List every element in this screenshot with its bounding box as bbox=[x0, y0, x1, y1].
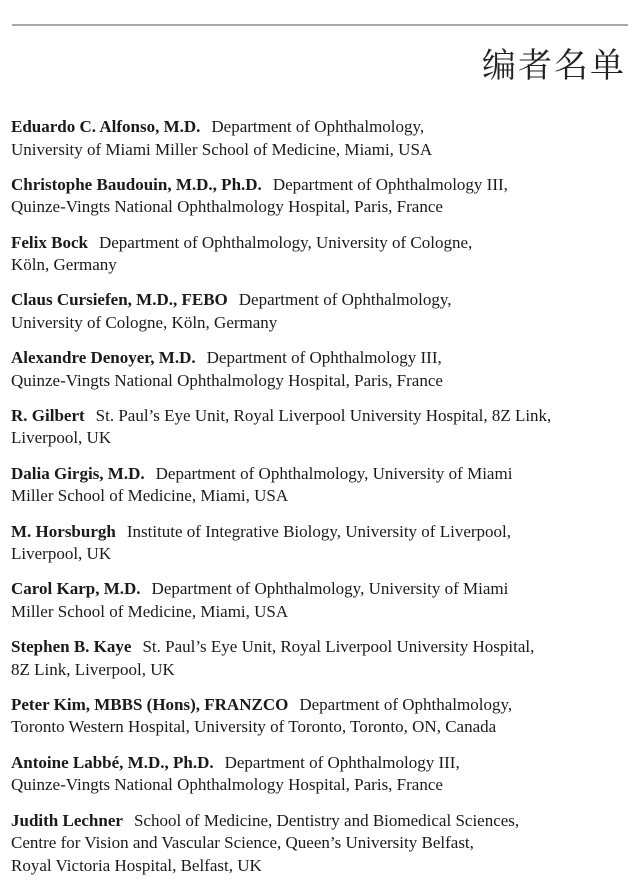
contributor-affiliation-line: Department of Ophthalmology, University of Miami bbox=[155, 463, 513, 483]
contributor-affiliation-line: Department of Ophthalmology, bbox=[299, 694, 513, 714]
contributor-affiliation-line: Köln, Germany bbox=[11, 255, 117, 275]
contributor-entry bbox=[11, 405, 631, 450]
contributor-entry bbox=[11, 694, 631, 739]
contributor-affiliation-line: Toronto Western Hospital, University of Toronto, Toronto, ON, Canada bbox=[11, 717, 497, 737]
header-rule bbox=[12, 24, 628, 26]
contributor-affiliation-line: Miller School of Medicine, Miami, USA bbox=[11, 601, 289, 621]
contributor-list bbox=[11, 116, 631, 890]
contributor-name: Stephen B. Kaye bbox=[11, 637, 132, 657]
contributor-name: Claus Cursiefen, M.D., FEBO bbox=[11, 290, 228, 310]
contributor-affiliation-line: University of Cologne, Köln, Germany bbox=[11, 312, 278, 332]
contributor-name: Carol Karp, M.D. bbox=[11, 579, 141, 599]
contributor-affiliation-line: Department of Ophthalmology III, bbox=[206, 348, 442, 368]
contributor-affiliation-line: Quinze-Vingts National Ophthalmology Hospital, Paris, France bbox=[11, 197, 443, 217]
page-title: 编者名单 bbox=[482, 46, 626, 86]
contributor-affiliation-line: Miller School of Medicine, Miami, USA bbox=[11, 486, 289, 506]
contributor-affiliation-line: Department of Ophthalmology, bbox=[238, 290, 452, 310]
contributor-affiliation-line: Institute of Integrative Biology, University of Liverpool, bbox=[126, 521, 511, 541]
contributor-affiliation-line: St. Paul’s Eye Unit, Royal Liverpool University Hospital, 8Z Link, bbox=[95, 405, 552, 425]
contributor-affiliation-line: Department of Ophthalmology III, bbox=[272, 174, 508, 194]
contributor-affiliation-line: Department of Ophthalmology, bbox=[211, 117, 425, 136]
contributor-affiliation-line: Liverpool, UK bbox=[11, 544, 112, 564]
contributor-name: Dalia Girgis, M.D. bbox=[11, 463, 145, 483]
contributor-affiliation-line: Centre for Vision and Vascular Science, Queen’s University Belfast, bbox=[11, 833, 474, 853]
contributor-affiliation-line: Department of Ophthalmology, University of Cologne, bbox=[98, 232, 473, 252]
contributor-affiliation-line: Department of Ophthalmology, University of Miami bbox=[151, 579, 509, 599]
contributor-name: Antoine Labbé, M.D., Ph.D. bbox=[11, 752, 214, 772]
contributor-name: R. Gilbert bbox=[11, 405, 85, 425]
contributor-entry bbox=[11, 232, 631, 277]
contributor-name: Christophe Baudouin, M.D., Ph.D. bbox=[11, 174, 262, 194]
contributor-name: Judith Lechner bbox=[11, 810, 123, 830]
contributor-affiliation-line: University of Miami Miller School of Medicine, Miami, USA bbox=[11, 139, 433, 159]
contributor-affiliation-line: Quinze-Vingts National Ophthalmology Hospital, Paris, France bbox=[11, 370, 443, 390]
contributor-entry bbox=[11, 116, 631, 161]
contributor-name: Felix Bock bbox=[11, 232, 88, 252]
contributor-entry bbox=[11, 810, 631, 878]
contributor-affiliation-line: Liverpool, UK bbox=[11, 428, 112, 448]
contributor-entry bbox=[11, 578, 631, 623]
contributor-name: Eduardo C. Alfonso, M.D. bbox=[11, 117, 201, 136]
contributor-name: Peter Kim, MBBS (Hons), FRANZCO bbox=[11, 694, 289, 714]
contributor-name: Alexandre Denoyer, M.D. bbox=[11, 348, 196, 368]
contributor-entry bbox=[11, 347, 631, 392]
contributor-entry bbox=[11, 636, 631, 681]
contributor-name: M. Horsburgh bbox=[11, 521, 116, 541]
contributor-affiliation-line: 8Z Link, Liverpool, UK bbox=[11, 659, 175, 679]
contributor-entry bbox=[11, 463, 631, 508]
contributor-affiliation-line: Department of Ophthalmology III, bbox=[224, 752, 460, 772]
contributor-entry bbox=[11, 752, 631, 797]
contributor-entry bbox=[11, 289, 631, 334]
contributor-entry bbox=[11, 521, 631, 566]
contributor-affiliation-line: School of Medicine, Dentistry and Biomedical Sciences, bbox=[133, 810, 520, 830]
contributor-entry bbox=[11, 174, 631, 219]
contributor-affiliation-line: Royal Victoria Hospital, Belfast, UK bbox=[11, 855, 262, 875]
contributor-affiliation-line: St. Paul’s Eye Unit, Royal Liverpool University Hospital, bbox=[142, 637, 535, 657]
contributor-affiliation-line: Quinze-Vingts National Ophthalmology Hospital, Paris, France bbox=[11, 775, 443, 795]
